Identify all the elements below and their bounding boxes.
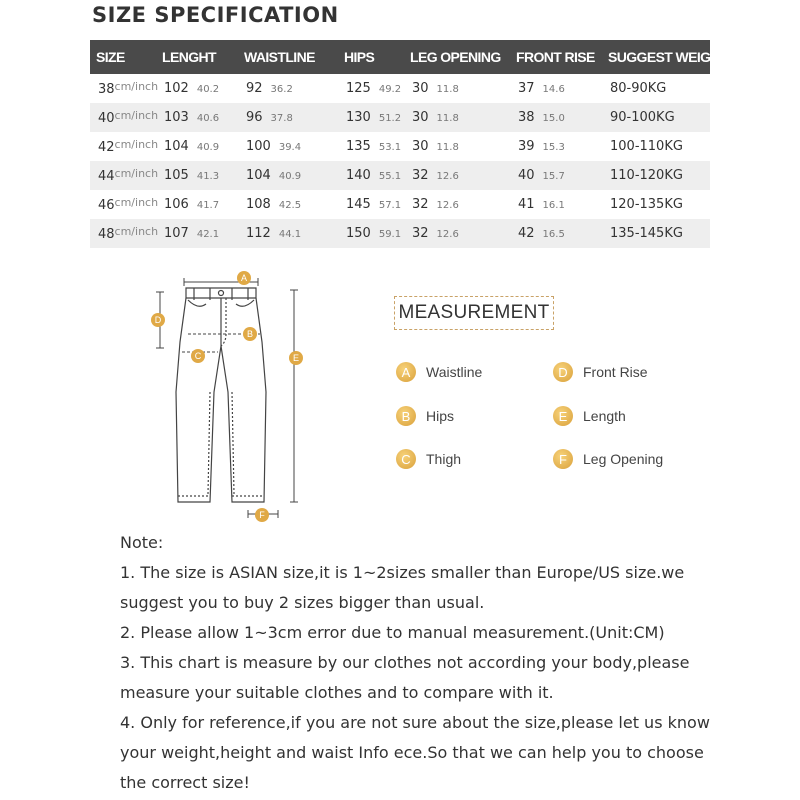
cell-front-rise <box>510 190 602 219</box>
cell-length <box>156 190 238 219</box>
cell-leg-opening <box>404 190 510 219</box>
inch-value: 42.1 <box>196 229 220 240</box>
inch-value: 37.8 <box>270 113 293 124</box>
inch-value: 12.6 <box>436 229 459 240</box>
unit-inch: inch <box>135 138 159 151</box>
size-value: 42 <box>98 140 115 155</box>
cell-length <box>156 161 238 190</box>
cell-waistline <box>238 161 338 190</box>
inch-value: 40.9 <box>278 171 302 182</box>
cm-value: 130 <box>346 110 371 125</box>
legend-thigh <box>396 449 461 469</box>
header-waistline: WAISTLINE <box>238 40 338 74</box>
cm-value: 32 <box>412 197 429 212</box>
unit-cm: cm/ <box>114 196 136 209</box>
legend-front-rise <box>553 362 648 382</box>
cell-length <box>156 103 238 132</box>
cell-hips <box>338 132 404 161</box>
cell-length <box>156 132 238 161</box>
inch-value: 16.5 <box>542 229 565 240</box>
inch-value: 36.2 <box>270 84 293 95</box>
inch-value: 49.2 <box>378 84 402 95</box>
inch-value: 11.8 <box>436 84 459 95</box>
inch-value: 41.7 <box>196 200 220 211</box>
unit-inch: inch <box>135 109 159 122</box>
header-leg-opening: LEG OPENING <box>404 40 510 74</box>
marker-b: B <box>246 329 254 339</box>
table-row <box>90 161 710 190</box>
header-size: SIZE <box>90 40 156 74</box>
cell-size <box>90 219 159 248</box>
inch-value: 42.5 <box>278 200 302 211</box>
notes-section <box>120 528 720 798</box>
cell-size <box>90 132 159 161</box>
cell-size <box>90 190 159 219</box>
cell-leg-opening <box>404 103 510 132</box>
cm-value: 140 <box>346 168 371 183</box>
legend-label-thigh: Thigh <box>426 451 462 467</box>
cell-hips <box>338 161 404 190</box>
header-suggest-weight: SUGGEST WEIGHT <box>602 40 710 74</box>
cm-value: 104 <box>246 168 271 183</box>
cell-hips <box>338 74 404 103</box>
cell-size <box>90 103 159 132</box>
size-value: 44 <box>98 169 115 184</box>
unit-cm: cm/ <box>114 80 136 93</box>
cm-value: 107 <box>164 226 189 241</box>
cm-value: 125 <box>346 81 371 96</box>
cm-value: 92 <box>246 81 263 96</box>
cm-value: 38 <box>518 110 535 125</box>
marker-e: E <box>292 353 300 363</box>
inch-value: 11.8 <box>436 142 459 153</box>
cell-size <box>90 161 159 190</box>
cm-value: 106 <box>164 197 189 212</box>
cell-front-rise <box>510 219 602 248</box>
cell-suggest-weight <box>602 190 710 219</box>
cell-waistline <box>238 74 338 103</box>
cm-value: 105 <box>164 168 189 183</box>
cell-length <box>156 219 238 248</box>
cm-value: 150 <box>346 226 371 241</box>
legend-label-front-rise: Front Rise <box>583 364 648 380</box>
legend-badge-a: A <box>396 362 416 382</box>
page-title: SIZE SPECIFICATION <box>92 3 339 27</box>
cm-value: 30 <box>412 81 429 96</box>
cell-suggest-weight <box>602 74 710 103</box>
inch-value: 40.6 <box>196 113 220 124</box>
inch-value: 40.2 <box>196 84 220 95</box>
cell-hips <box>338 190 404 219</box>
inch-value: 53.1 <box>378 142 402 153</box>
marker-f: F <box>259 510 265 520</box>
inch-value: 12.6 <box>436 200 459 211</box>
inch-value: 11.8 <box>436 113 459 124</box>
legend-leg-opening <box>553 449 663 469</box>
cm-value: 104 <box>164 139 189 154</box>
cm-value: 32 <box>412 168 429 183</box>
cm-value: 40 <box>518 168 535 183</box>
table-row <box>90 132 710 161</box>
cm-value: 145 <box>346 197 371 212</box>
cm-value: 42 <box>518 226 535 241</box>
header-hips: HIPS <box>338 40 404 74</box>
cell-leg-opening <box>404 219 510 248</box>
inch-value: 41.3 <box>196 171 220 182</box>
cell-front-rise <box>510 74 602 103</box>
cell-hips <box>338 219 404 248</box>
inch-value: 44.1 <box>278 229 302 240</box>
cell-size <box>90 74 159 103</box>
inch-value: 12.6 <box>436 171 459 182</box>
note-3: 3. This chart is measure by our clothes not according your body,please measure your suitable clothes and to compare with it. <box>120 653 690 702</box>
cm-value: 100 <box>246 139 271 154</box>
measurement-heading: MEASUREMENT <box>394 296 554 330</box>
legend-label-hips: Hips <box>426 408 455 424</box>
legend-badge-f: F <box>553 449 573 469</box>
inch-value: 14.6 <box>542 84 565 95</box>
size-value: 38 <box>98 82 115 97</box>
cm-value: 30 <box>412 110 429 125</box>
table-row <box>90 219 710 248</box>
inch-value: 40.9 <box>196 142 220 153</box>
note-2: 2. Please allow 1~3cm error due to manual measurement.(Unit:CM) <box>120 623 665 642</box>
cm-value: 41 <box>518 197 535 212</box>
cm-value: 135 <box>346 139 371 154</box>
cell-suggest-weight <box>602 103 710 132</box>
marker-d: D <box>154 315 162 325</box>
cell-leg-opening <box>404 74 510 103</box>
note-4: 4. Only for reference,if you are not sure about the size,please let us know your weight,height and waist Info ece.So that we can help you to choose the correct size! <box>120 713 710 792</box>
cell-suggest-weight <box>602 219 710 248</box>
cell-waistline <box>238 132 338 161</box>
cm-value: 37 <box>518 81 535 96</box>
size-value: 48 <box>98 227 115 242</box>
unit-cm: cm/ <box>114 138 136 151</box>
unit-inch: inch <box>135 225 159 238</box>
marker-a: A <box>240 273 248 283</box>
unit-cm: cm/ <box>114 225 136 238</box>
marker-c: C <box>194 351 202 361</box>
cm-value: 112 <box>246 226 271 241</box>
unit-inch: inch <box>135 196 159 209</box>
legend-badge-e: E <box>553 406 573 426</box>
table-row <box>90 74 710 103</box>
legend-label-waistline: Waistline <box>426 364 483 380</box>
legend-label-length: Length <box>583 408 626 424</box>
cm-value: 30 <box>412 139 429 154</box>
unit-inch: inch <box>135 80 159 93</box>
cell-leg-opening <box>404 161 510 190</box>
legend-label-leg-opening: Leg Opening <box>583 451 664 467</box>
unit-inch: inch <box>135 167 159 180</box>
inch-value: 15.3 <box>542 142 565 153</box>
cell-suggest-weight <box>602 161 710 190</box>
inch-value: 39.4 <box>278 142 302 153</box>
inch-value: 55.1 <box>378 171 402 182</box>
weight-value: 100-110KG <box>610 139 683 154</box>
legend-badge-d: D <box>553 362 573 382</box>
unit-cm: cm/ <box>114 167 136 180</box>
cell-waistline <box>238 190 338 219</box>
size-table <box>90 40 728 248</box>
cell-hips <box>338 103 404 132</box>
legend-hips <box>396 406 454 426</box>
legend-length <box>553 406 626 426</box>
notes-heading: Note: <box>120 533 164 552</box>
cell-waistline <box>238 103 338 132</box>
cm-value: 39 <box>518 139 535 154</box>
cell-waistline <box>238 219 338 248</box>
cm-value: 102 <box>164 81 189 96</box>
cell-front-rise <box>510 161 602 190</box>
weight-value: 90-100KG <box>610 110 675 125</box>
cm-value: 103 <box>164 110 189 125</box>
weight-value: 80-90KG <box>610 81 667 96</box>
weight-value: 120-135KG <box>610 197 683 212</box>
cell-front-rise <box>510 103 602 132</box>
inch-value: 15.7 <box>542 171 565 182</box>
cm-value: 32 <box>412 226 429 241</box>
size-value: 40 <box>98 111 115 126</box>
inch-value: 51.2 <box>378 113 402 124</box>
legend-badge-b: B <box>396 406 416 426</box>
note-1: 1. The size is ASIAN size,it is 1~2sizes smaller than Europe/US size.we suggest you to buy 2 sizes bigger than usual. <box>120 563 685 612</box>
size-value: 46 <box>98 198 115 213</box>
cm-value: 96 <box>246 110 263 125</box>
unit-cm: cm/ <box>114 109 136 122</box>
weight-value: 135-145KG <box>610 226 683 241</box>
legend-badge-c: C <box>396 449 416 469</box>
cell-leg-opening <box>404 132 510 161</box>
cell-suggest-weight <box>602 132 710 161</box>
cm-value: 108 <box>246 197 271 212</box>
cell-front-rise <box>510 132 602 161</box>
inch-value: 59.1 <box>378 229 402 240</box>
table-row <box>90 103 710 132</box>
table-row <box>90 190 710 219</box>
weight-value: 110-120KG <box>610 168 683 183</box>
cell-length <box>156 74 238 103</box>
header-length: LENGHT <box>156 40 238 74</box>
header-front-rise: FRONT RISE <box>510 40 602 74</box>
inch-value: 15.0 <box>542 113 565 124</box>
jeans-diagram <box>148 262 318 524</box>
inch-value: 16.1 <box>542 200 565 211</box>
legend-waistline <box>396 362 482 382</box>
table-header-row <box>90 40 710 74</box>
inch-value: 57.1 <box>378 200 402 211</box>
